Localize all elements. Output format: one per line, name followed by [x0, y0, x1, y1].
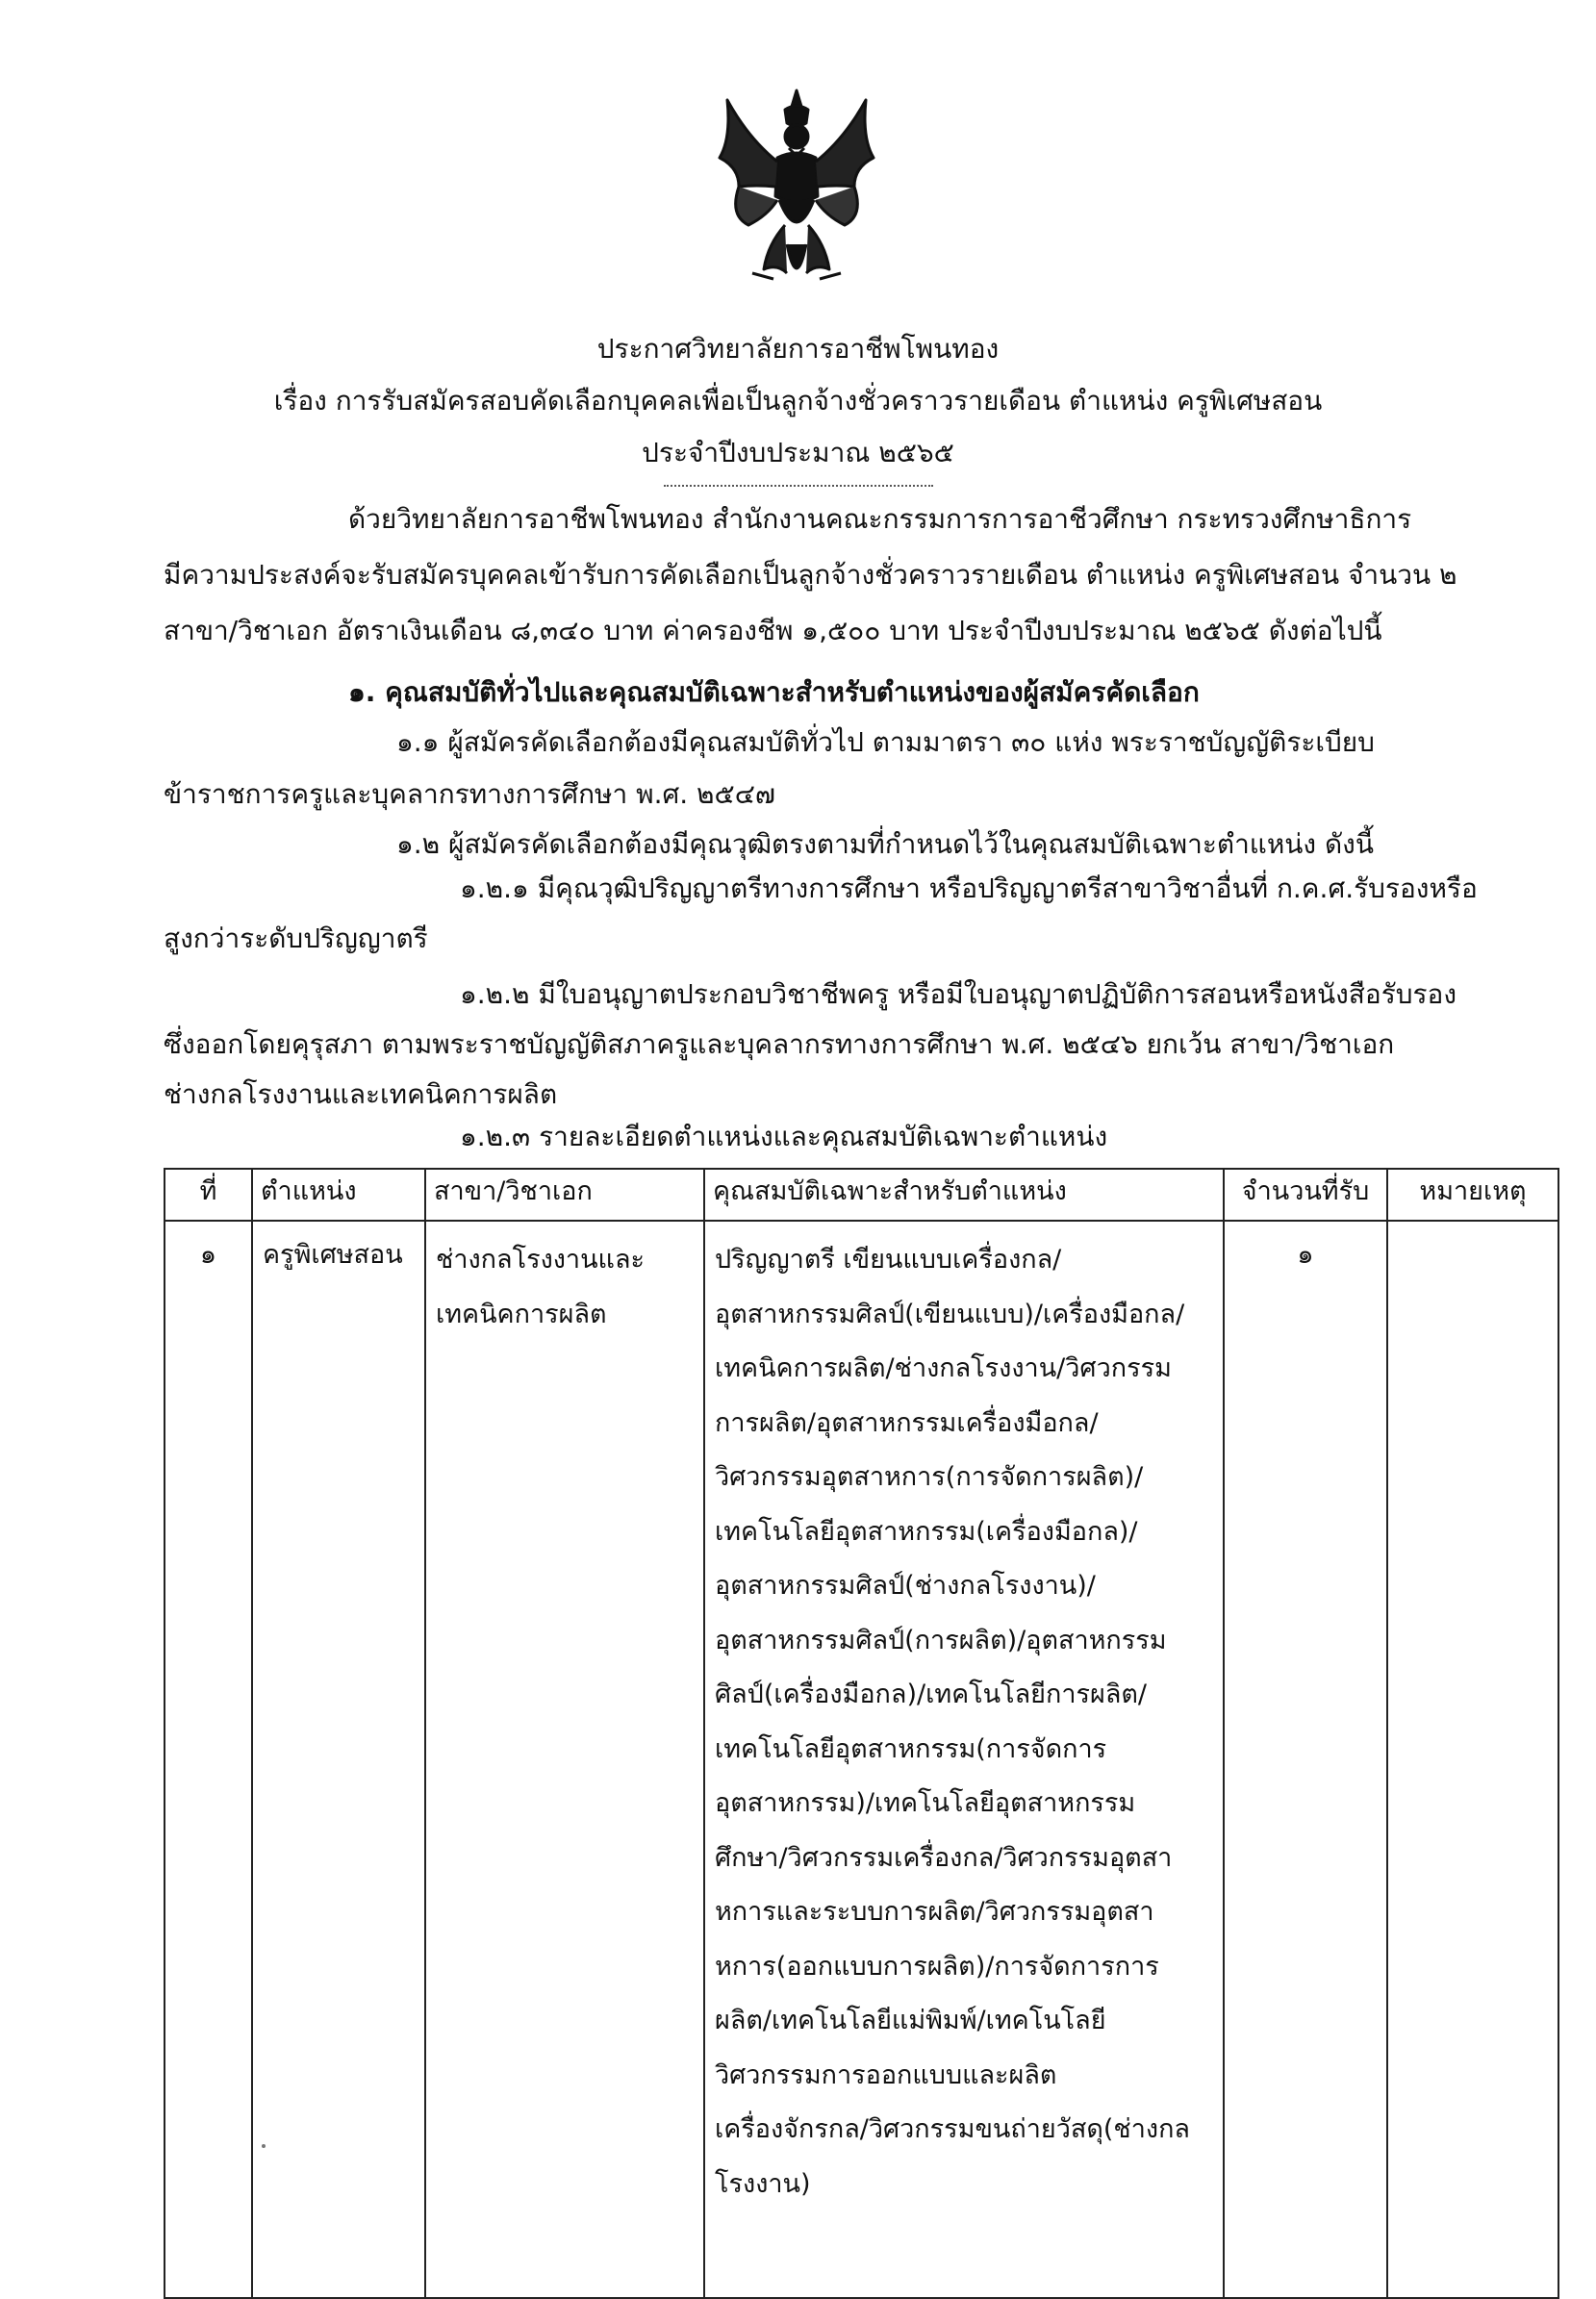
intro-line-2: มีความประสงค์จะรับสมัครบุคคลเข้ารับการคัดเลือกเป็นลูกจ้างชั่วคราวรายเดือน ตำแหน่ง ครูพิเศษสอน จำนวน ๒ [164, 559, 1457, 591]
qualification-line: ปริญญาตรี เขียนแบบเครื่องกล/ [715, 1245, 1062, 1275]
col-header-no: ที่ [165, 1169, 252, 1221]
major-line: เทคนิคการผลิต [436, 1299, 607, 1329]
position-spec-table [164, 1168, 1559, 2299]
garuda-emblem-icon [710, 81, 883, 298]
qualification-line: เทคโนโลยีอุตสาหกรรม(เครื่องมือกล)/ [715, 1516, 1138, 1547]
qualification-line: หการและระบบการผลิต/วิศวกรรมอุตสา [715, 1897, 1154, 1927]
qualification-line: อุตสาหกรรมศิลป์(ช่างกลโรงงาน)/ [715, 1571, 1096, 1601]
cell-no: ๑ [165, 1221, 252, 2298]
qualification-line: หการ(ออกแบบการผลิต)/การจัดการการ [715, 1951, 1159, 1982]
clause-1-2-2-line-3: ช่างกลโรงงานและเทคนิคการผลิต [164, 1078, 558, 1110]
col-header-qualification: คุณสมบัติเฉพาะสำหรับตำแหน่ง [704, 1169, 1224, 1221]
qualification-line: โรงงาน) [715, 2168, 811, 2199]
qualification-line: วิศวกรรมอุตสาหการ(การจัดการผลิต)/ [715, 1462, 1144, 1492]
cell-quantity: ๑ [1224, 1221, 1387, 2298]
clause-1-1-line-2: ข้าราชการครูและบุคลากรทางการศึกษา พ.ศ. ๒๕๔๗ [164, 778, 775, 810]
cell-major [425, 1221, 704, 2298]
table-row [165, 1221, 1558, 2298]
qualification-line: อุตสาหกรรมศิลป์(เขียนแบบ)/เครื่องมือกล/ [715, 1299, 1185, 1329]
section-1-heading: ๑. คุณสมบัติทั่วไปและคุณสมบัติเฉพาะสำหรับตำแหน่งของผู้สมัครคัดเลือก [348, 676, 1200, 708]
cell-qualification [704, 1221, 1224, 2298]
qualification-line: การผลิต/อุตสาหกรรมเครื่องมือกล/ [715, 1407, 1099, 1438]
qualification-line: ผลิต/เทคโนโลยีแม่พิมพ์/เทคโนโลยี [715, 2006, 1106, 2035]
major-line: ช่างกลโรงงานและ [436, 1245, 646, 1275]
clause-1-2-2-line-1: ๑.๒.๒ มีใบอนุญาตประกอบวิชาชีพครู หรือมีใบอนุญาตปฏิบัติการสอนหรือหนังสือรับรอง [460, 978, 1457, 1010]
announcement-subject: เรื่อง การรับสมัครสอบคัดเลือกบุคคลเพื่อเป็นลูกจ้างชั่วคราวรายเดือน ตำแหน่ง ครูพิเศษสอน [273, 385, 1323, 417]
announcement-fiscal-year: ประจำปีงบประมาณ ๒๕๖๕ [642, 437, 954, 468]
qualification-line: ศิลป์(เครื่องมือกล)/เทคโนโลยีการผลิต/ [715, 1680, 1148, 1709]
intro-line-1: ด้วยวิทยาลัยการอาชีพโพนทอง สำนักงานคณะกรรมการการอาชีวศึกษา กระทรวงศึกษาธิการ [348, 503, 1412, 535]
col-header-position: ตำแหน่ง [252, 1169, 425, 1221]
qualification-line: อุตสาหกรรมศิลป์(การผลิต)/อุตสาหกรรม [715, 1625, 1167, 1655]
clause-1-1-line-1: ๑.๑ ผู้สมัครคัดเลือกต้องมีคุณสมบัติทั่วไป ตามมาตรา ๓๐ แห่ง พระราชบัญญัติระเบียบ [396, 726, 1375, 758]
cell-position: ครูพิเศษสอน [252, 1221, 425, 2298]
clause-1-2-3: ๑.๒.๓ รายละเอียดตำแหน่งและคุณสมบัติเฉพาะตำแหน่ง [460, 1121, 1108, 1152]
header-divider [664, 485, 933, 487]
col-header-quantity: จำนวนที่รับ [1224, 1169, 1387, 1221]
table-header-row [165, 1169, 1558, 1221]
intro-line-3: สาขา/วิชาเอก อัตราเงินเดือน ๘,๓๔๐ บาท ค่าครองชีพ ๑,๕๐๐ บาท ประจำปีงบประมาณ ๒๕๖๕ ดังต่อไปนี้ [164, 615, 1382, 646]
qualification-line: เครื่องจักรกล/วิศวกรรมขนถ่ายวัสดุ(ช่างกล [715, 2114, 1190, 2144]
qualification-line: เทคนิคการผลิต/ช่างกลโรงงาน/วิศวกรรม [715, 1353, 1172, 1383]
clause-1-2-1-line-1: ๑.๒.๑ มีคุณวุฒิปริญญาตรีทางการศึกษา หรือปริญญาตรีสาขาวิชาอื่นที่ ก.ค.ศ.รับรองหรือ [460, 872, 1478, 904]
qualification-line: เทคโนโลยีอุตสาหกรรม(การจัดการ [715, 1733, 1107, 1764]
qualification-line: อุตสาหกรรม)/เทคโนโลยีอุตสาหกรรม [715, 1788, 1136, 1818]
qualification-line: ศึกษา/วิศวกรรมเครื่องกล/วิศวกรรมอุตสา [715, 1842, 1173, 1873]
cell-remark [1387, 1221, 1558, 2298]
announcement-org-title: ประกาศวิทยาลัยการอาชีพโพนทอง [596, 333, 1000, 365]
clause-1-2-1-line-2: สูงกว่าระดับปริญญาตรี [164, 922, 428, 954]
clause-1-2-2-line-2: ซึ่งออกโดยคุรุสภา ตามพระราชบัญญัติสภาครูและบุคลากรทางการศึกษา พ.ศ. ๒๕๔๖ ยกเว้น สาขา/วิชาเอก [164, 1028, 1395, 1060]
clause-1-2: ๑.๒ ผู้สมัครคัดเลือกต้องมีคุณวุฒิตรงตามที่กำหนดไว้ในคุณสมบัติเฉพาะตำแหน่ง ดังนี้ [396, 828, 1374, 860]
scan-speck [262, 2144, 266, 2148]
qualification-line: วิศวกรรมการออกแบบและผลิต [715, 2059, 1057, 2090]
col-header-major: สาขา/วิชาเอก [425, 1169, 704, 1221]
col-header-remark: หมายเหตุ [1387, 1169, 1558, 1221]
